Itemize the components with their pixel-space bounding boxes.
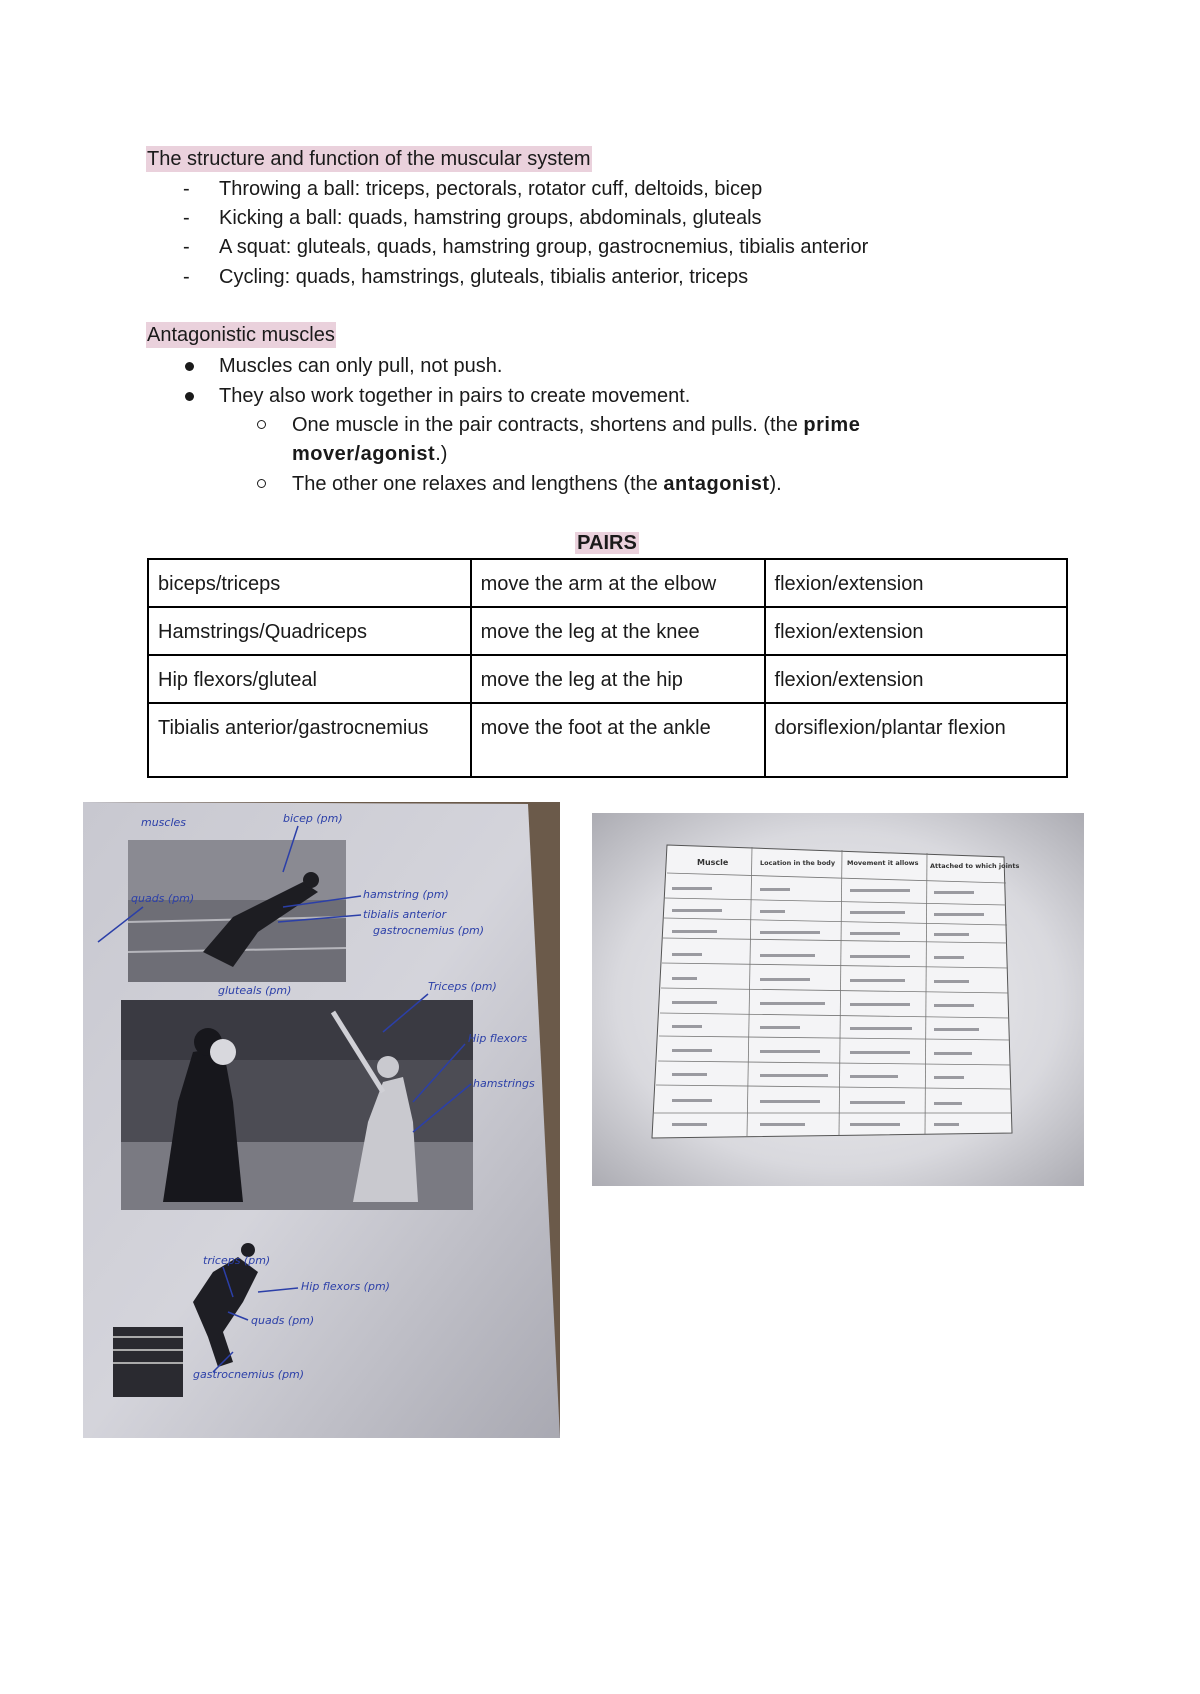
pairs-title-text: PAIRS — [577, 532, 637, 554]
list-item: Kicking a ball: quads, hamstring groups, abdominals, gluteals — [219, 207, 762, 229]
pairs-title — [147, 530, 1067, 556]
table-cell: flexion/extension — [765, 655, 1067, 703]
table-cell: Hamstrings/Quadriceps — [148, 607, 471, 655]
annotation-text: bicep (pm) — [283, 812, 343, 825]
section-heading-structure: The structure and function of the muscular system — [147, 148, 591, 170]
worksheet-table-photo-drawing — [592, 813, 1084, 1186]
sub-bullet-item-1-line1 — [292, 412, 860, 438]
worksheet-header: Movement it allows — [847, 859, 919, 867]
table-cell: dorsiflexion/plantar flexion — [765, 703, 1067, 777]
dash-marker: - — [183, 266, 190, 288]
bold-term-mover-agonist: mover/agonist — [292, 443, 436, 465]
table-cell: Tibialis anterior/gastrocnemius — [148, 703, 471, 777]
list-item: A squat: gluteals, quads, hamstring group, gastrocnemius, tibialis anterior — [219, 236, 869, 258]
dash-marker: - — [183, 207, 190, 229]
annotation-text: quads (pm) — [251, 1314, 315, 1327]
bullet-icon — [185, 392, 194, 401]
sub-item-text: .) — [435, 443, 448, 465]
sub-bullet-item-2 — [292, 471, 782, 497]
worksheet-header: Muscle — [697, 858, 729, 867]
table-row — [148, 607, 1067, 655]
worksheet-table-photo — [592, 813, 1084, 1186]
table-row — [148, 703, 1067, 777]
worksheet-header: Location in the body — [760, 859, 836, 867]
annotation-text: hamstring (pm) — [363, 888, 449, 901]
annotation-text: gluteals (pm) — [218, 984, 292, 997]
sub-item-text: One muscle in the pair contracts, shortens and pulls. (the — [292, 414, 804, 436]
bold-term-prime: prime — [803, 414, 861, 436]
bold-term-antagonist: antagonist — [663, 473, 770, 495]
table-row — [148, 559, 1067, 607]
table-cell: biceps/triceps — [148, 559, 471, 607]
table-cell: move the leg at the knee — [471, 607, 765, 655]
table-cell: move the arm at the elbow — [471, 559, 765, 607]
annotated-sports-photo-drawing — [83, 802, 560, 1438]
annotation-text: muscles — [141, 816, 187, 829]
circle-bullet-icon — [257, 479, 266, 488]
circle-bullet-icon — [257, 420, 266, 429]
pairs-table — [147, 558, 1068, 778]
table-cell: Hip flexors/gluteal — [148, 655, 471, 703]
annotation-text: tibialis anterior — [363, 908, 447, 921]
section-heading-antagonistic: Antagonistic muscles — [147, 324, 335, 346]
annotation-text: Triceps (pm) — [428, 980, 497, 993]
annotation-text: hamstrings — [473, 1077, 535, 1090]
dash-marker: - — [183, 236, 190, 258]
sub-item-text: ). — [769, 473, 782, 495]
annotation-text: quads (pm) — [131, 892, 195, 905]
annotation-text: triceps (pm) — [203, 1254, 271, 1267]
annotation-text: Hip flexors (pm) — [301, 1280, 390, 1293]
table-cell: move the leg at the hip — [471, 655, 765, 703]
list-item: Throwing a ball: triceps, pectorals, rotator cuff, deltoids, bicep — [219, 178, 763, 200]
annotation-text: gastrocnemius (pm) — [193, 1368, 305, 1381]
annotation-text: gastrocnemius (pm) — [373, 924, 485, 937]
worksheet-header: Attached to which joints — [930, 862, 1020, 870]
table-cell: flexion/extension — [765, 607, 1067, 655]
list-item: Cycling: quads, hamstrings, gluteals, tibialis anterior, triceps — [219, 266, 749, 288]
dash-marker: - — [183, 178, 190, 200]
sub-item-text: The other one relaxes and lengthens (the — [292, 473, 664, 495]
bullet-item: Muscles can only pull, not push. — [219, 355, 503, 377]
table-cell: flexion/extension — [765, 559, 1067, 607]
bullet-icon — [185, 362, 194, 371]
annotated-sports-photo — [83, 802, 560, 1438]
table-cell: move the foot at the ankle — [471, 703, 765, 777]
table-row — [148, 655, 1067, 703]
annotation-text: Hip flexors — [468, 1032, 528, 1045]
bullet-item: They also work together in pairs to create movement. — [219, 385, 691, 407]
sub-bullet-item-1-line2 — [292, 441, 447, 467]
